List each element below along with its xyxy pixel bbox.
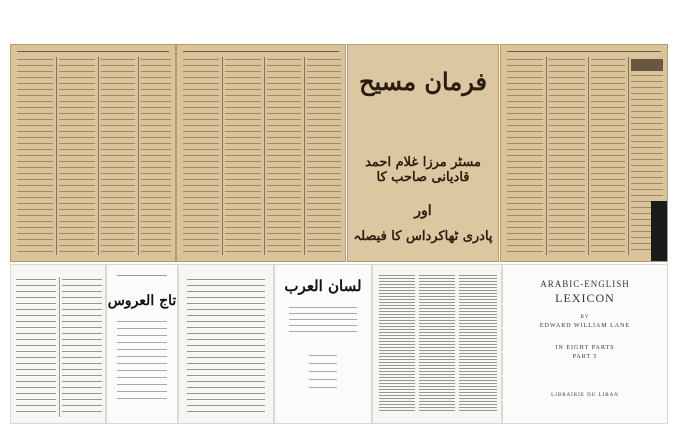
lisan-al-arab-title xyxy=(274,264,372,424)
lane-parts: IN EIGHT PARTS xyxy=(555,345,615,351)
dense-lexicon-page xyxy=(372,264,502,424)
urdu-newspaper-2 xyxy=(176,44,346,262)
lane-by: BY xyxy=(580,315,590,320)
lisan-title: لسان العرب xyxy=(284,277,362,295)
arabic-text-page xyxy=(178,264,274,424)
lane-title-2: LEXICON xyxy=(555,291,615,305)
urdu-newspaper-1 xyxy=(10,44,176,262)
lane-title-1: ARABIC-ENGLISH xyxy=(540,279,630,289)
lane-lexicon-title xyxy=(502,264,668,424)
lane-author: EDWARD WILLIAM LANE xyxy=(539,323,631,329)
lane-part: PART 5 xyxy=(572,354,598,360)
cover-line2: مسٹر مرزا غلام احمد قادیانی صاحب کا xyxy=(365,155,481,185)
lane-publisher: LIBRAIRIE DU LIBAN xyxy=(551,393,619,398)
farman-masih-cover xyxy=(347,44,499,262)
taj-al-arus-title xyxy=(106,264,178,424)
cover-title: فرمان مسیح xyxy=(359,67,487,96)
urdu-newspaper-3 xyxy=(500,44,668,262)
arabic-columns-page xyxy=(10,264,106,424)
cover-line4: پادری ٹھاکرداس کا فیصلہ xyxy=(353,229,493,244)
taj-title: تاج العروس xyxy=(107,293,177,309)
cover-line3: اور xyxy=(414,203,432,219)
